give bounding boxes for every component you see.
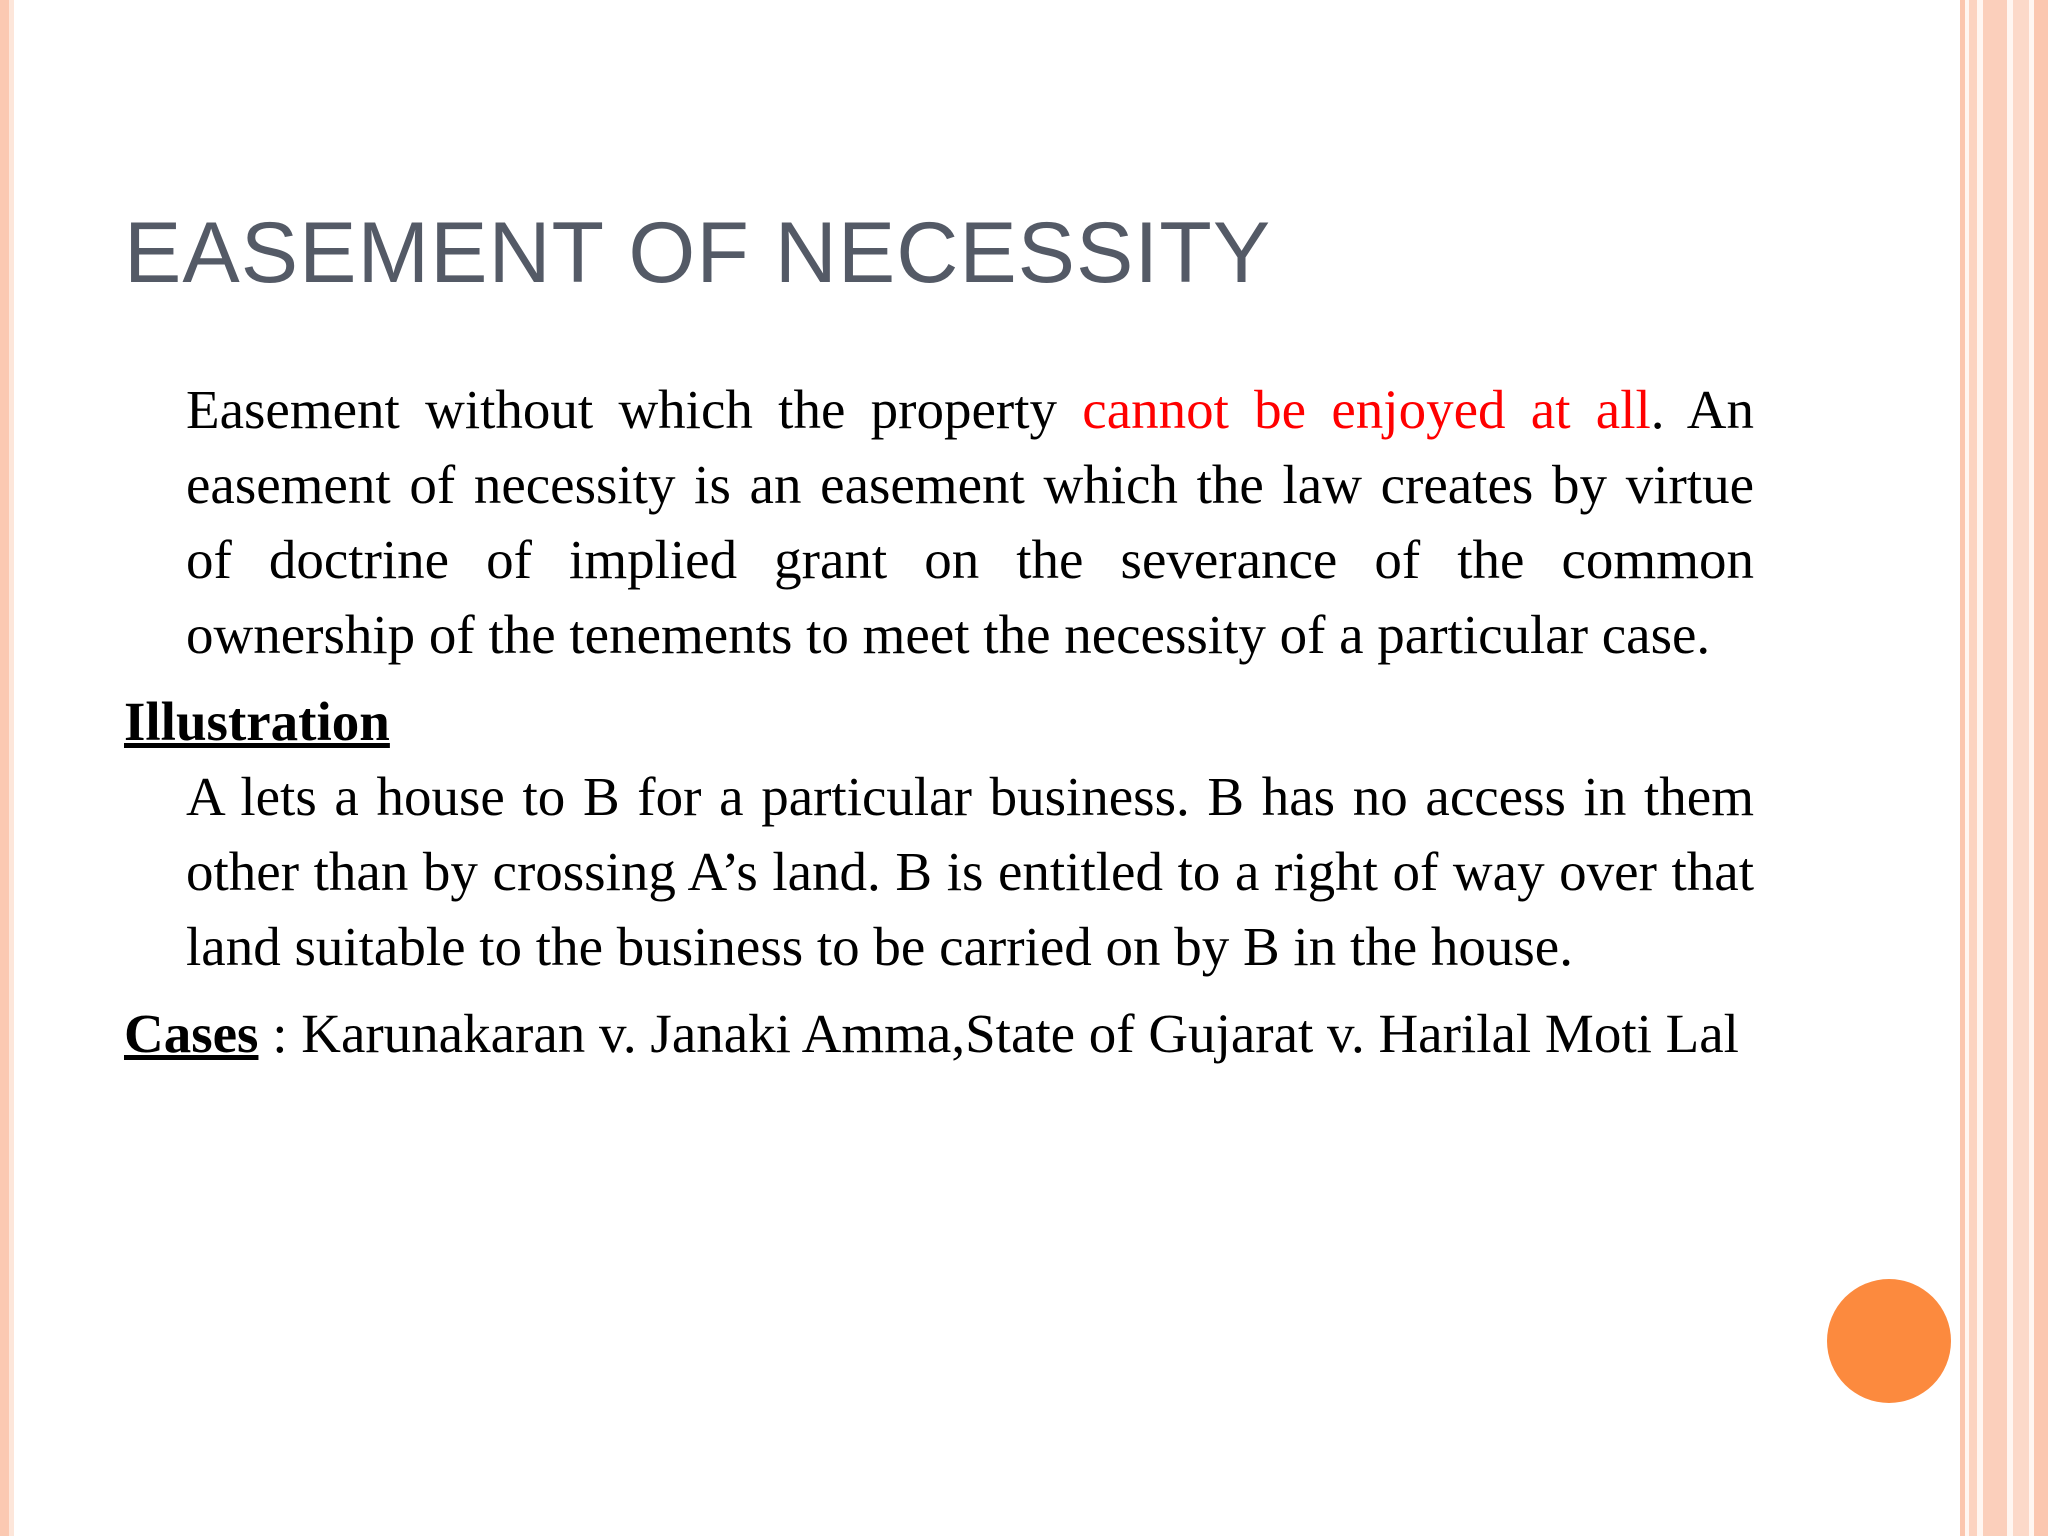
left-frame-stripe	[0, 0, 9, 1536]
definition-lead: Easement without which the property	[186, 379, 1083, 440]
definition-paragraph	[124, 372, 1754, 672]
illustration-heading-line	[124, 684, 1754, 759]
accent-circle	[1827, 1279, 1951, 1403]
right-frame-stripe	[2034, 0, 2048, 1536]
right-frame-stripe	[1960, 0, 1965, 1536]
right-frame-stripe	[2013, 0, 2029, 1536]
illustration-heading: Illustration	[124, 691, 390, 752]
cases-separator: :	[258, 1003, 302, 1064]
definition-rest: . An easement of necessity is an easement which the law creates by virtue of doctrine of implied grant on the severance of the common ownership of the tenements to meet the necessity of a particular case.	[186, 379, 1754, 665]
left-frame-stripe-light	[9, 0, 14, 1536]
illustration-paragraph: A lets a house to B for a particular business. B has no access in them other than by crossing A’s land. B is entitled to a right of way over that land suitable to the business to be carried on by B in the house.	[186, 766, 1754, 977]
slide-title: EASEMENT OF NECESSITY	[124, 205, 1272, 301]
cases-heading: Cases	[124, 1003, 259, 1064]
right-frame-stripe	[1969, 0, 1977, 1536]
slide-body	[124, 372, 1754, 1071]
right-frame-stripe	[1983, 0, 2007, 1536]
definition-highlight: cannot be enjoyed at all	[1082, 379, 1651, 440]
cases-line	[124, 996, 1754, 1071]
cases-text: Karunakaran v. Janaki Amma,State of Gujarat v. Harilal Moti Lal	[301, 1003, 1739, 1064]
